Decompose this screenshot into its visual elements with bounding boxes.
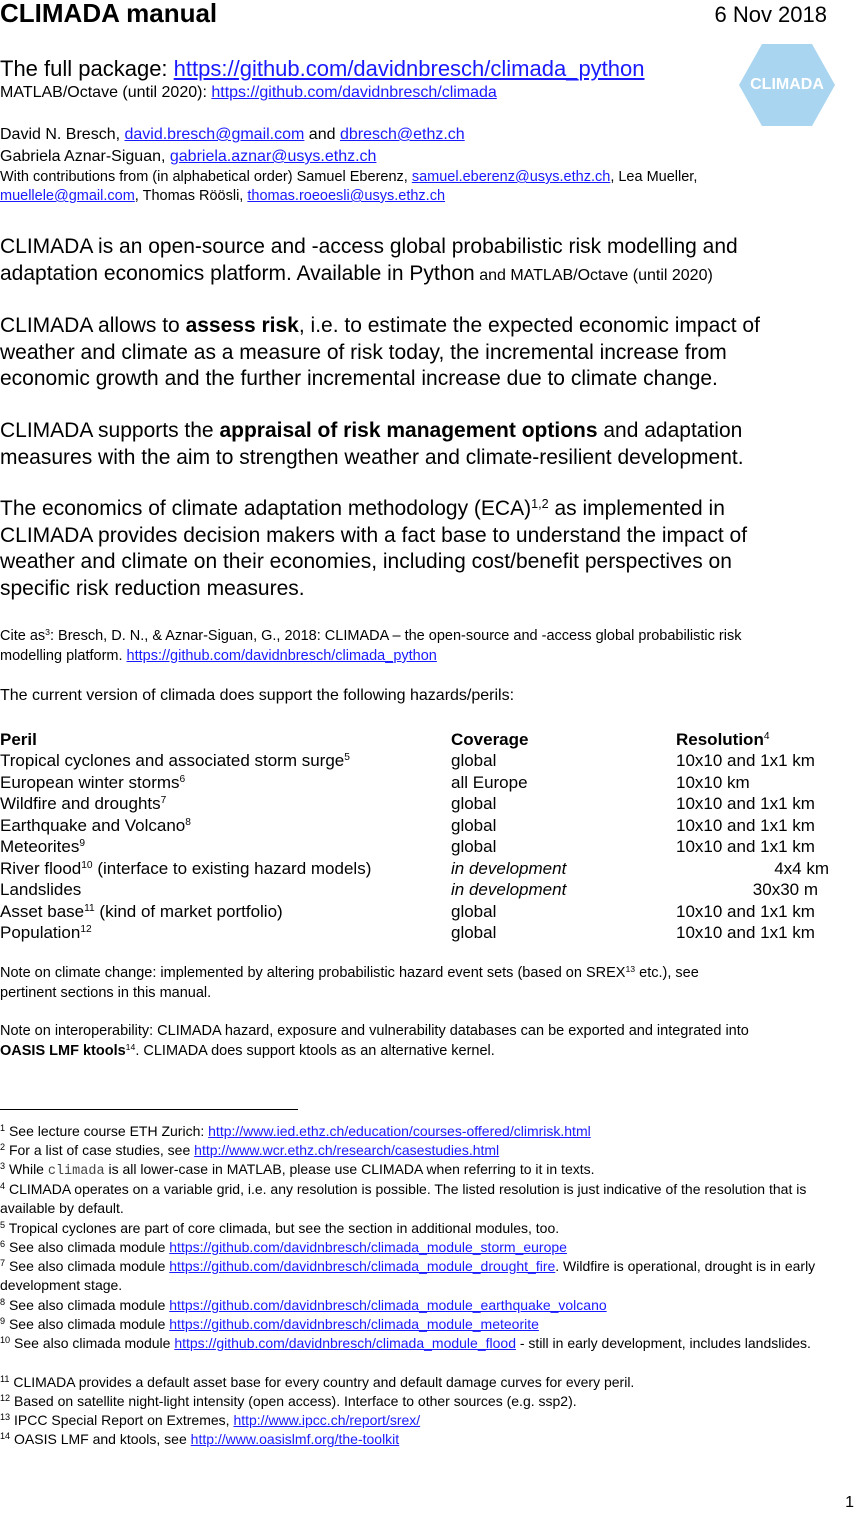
peril-name xyxy=(0,794,166,814)
peril-coverage: global xyxy=(451,815,497,835)
intro-paragraph-4 xyxy=(0,496,747,602)
cite-prefix: Cite as xyxy=(0,628,46,644)
author-2-name: Gabriela Aznar-Siguan, xyxy=(0,148,170,165)
peril-name xyxy=(0,816,191,836)
column-header-peril: Peril xyxy=(0,730,37,749)
peril-footnote-ref[interactable]: 10 xyxy=(81,859,93,871)
footnote-6-text: See also climada module xyxy=(5,1239,170,1255)
footnote-9-text: See also climada module xyxy=(5,1316,170,1332)
peril-coverage: all Europe xyxy=(451,772,528,792)
peril-footnote-ref[interactable]: 9 xyxy=(79,838,86,850)
full-package-label: The full package: xyxy=(0,56,174,81)
intro-p4-line-1a: The economics of climate adaptation methodology (ECA) xyxy=(0,497,532,520)
footnote-7-text: See also climada module xyxy=(5,1258,170,1274)
document-date: 6 Nov 2018 xyxy=(714,2,827,27)
column-header-coverage: Coverage xyxy=(451,730,529,749)
peril-footnote-ref[interactable]: 8 xyxy=(185,816,191,828)
matlab-package-line xyxy=(0,84,497,102)
peril-footnote-ref[interactable]: 12 xyxy=(80,924,92,936)
peril-resolution: 10x10 and 1x1 km xyxy=(676,923,815,942)
peril-row xyxy=(0,923,862,945)
footnote-ref-3[interactable]: 3 xyxy=(45,627,50,638)
peril-name xyxy=(0,837,85,857)
footnote-14-link[interactable]: http://www.oasislmf.org/the-toolkit xyxy=(190,1431,400,1447)
footnote-10-text: See also climada module xyxy=(10,1335,175,1351)
footnote-2 xyxy=(0,1141,840,1160)
footnote-5 xyxy=(0,1219,840,1238)
peril-coverage: global xyxy=(451,751,497,770)
note-cc-text-1a: Note on climate change: implemented by altering probabilistic hazard event sets (based on SREX xyxy=(0,965,626,981)
footnote-8-num: 8 xyxy=(0,1297,6,1307)
cite-text-1: : Bresch, D. N., & Aznar-Siguan, G., 2018: CLIMADA – the open-source and -access global probabilistic risk xyxy=(49,628,742,644)
footnote-8-link[interactable]: https://github.com/davidnbresch/climada_module_earthquake_volcano xyxy=(169,1297,607,1313)
footnote-6 xyxy=(0,1238,840,1257)
logo-text: CLIMADA xyxy=(750,76,824,93)
footnote-2-num: 2 xyxy=(0,1142,6,1152)
footnote-1-text: See lecture course ETH Zurich: xyxy=(5,1123,209,1139)
intro-p2-line-1b: , i.e. to estimate the expected economic impact of xyxy=(298,314,760,337)
footnote-7 xyxy=(0,1257,840,1295)
peril-name-text: Wildfire and droughts xyxy=(0,794,161,813)
peril-coverage: global xyxy=(451,794,497,813)
intro-p1-line-1: CLIMADA is an open-source and -access global probabilistic risk modelling and xyxy=(0,235,738,258)
intro-p4-line-2: CLIMADA provides decision makers with a fact base to understand the impact of xyxy=(0,523,748,547)
citation-line-1 xyxy=(0,626,741,646)
author-2-email[interactable]: gabriela.aznar@usys.ethz.ch xyxy=(169,148,377,165)
peril-coverage: global xyxy=(451,923,497,942)
contributors-mid-1: , Lea Mueller, xyxy=(610,169,698,185)
intro-paragraph-1 xyxy=(0,234,738,289)
footnote-11-num: 11 xyxy=(0,1374,10,1384)
contributors-prefix: With contributions from (in alphabetical order) Samuel Eberenz, xyxy=(0,169,412,185)
footnote-12-num: 12 xyxy=(0,1393,11,1403)
footnote-14-text: OASIS LMF and ktools, see xyxy=(10,1431,191,1447)
peril-name xyxy=(0,923,92,943)
intro-p3-line-1a: CLIMADA supports the xyxy=(0,419,220,442)
author-2 xyxy=(0,148,376,166)
full-package-line xyxy=(0,56,645,82)
footnote-separator xyxy=(0,1109,298,1110)
footnote-7-after: . Wildfire is operational, drought is in early development stage. xyxy=(0,1258,816,1293)
peril-row xyxy=(0,880,862,902)
peril-resolution: 10x10 and 1x1 km xyxy=(676,815,815,835)
intro-p2-line-1 xyxy=(0,313,760,340)
intro-p2-line-3: economic growth and the further incremental increase due to climate change. xyxy=(0,367,718,390)
footnote-14-num: 14 xyxy=(0,1431,11,1441)
footnote-ref-14[interactable]: 14 xyxy=(125,1042,136,1053)
peril-name-extra: (kind of market portfolio) xyxy=(94,901,283,921)
peril-footnote-ref[interactable]: 7 xyxy=(160,795,167,807)
footnote-6-link[interactable]: https://github.com/davidnbresch/climada_module_storm_europe xyxy=(169,1239,567,1255)
footnote-2-text: For a list of case studies, see xyxy=(5,1142,195,1158)
peril-name xyxy=(0,902,283,922)
citation-line-2 xyxy=(0,646,741,666)
note-io-line-2 xyxy=(0,1041,749,1061)
contributor-email-2[interactable]: muellele@gmail.com xyxy=(0,188,135,204)
author-1-email-2[interactable]: dbresch@ethz.ch xyxy=(339,126,465,143)
footnote-6-num: 6 xyxy=(0,1239,6,1249)
footnote-11 xyxy=(0,1373,840,1392)
footnote-12-text: Based on satellite night-light intensity (open access). Interface to other sources (e.g. ssp2). xyxy=(10,1393,577,1409)
footnote-1 xyxy=(0,1122,840,1141)
peril-name-text: European winter storms xyxy=(0,772,180,792)
peril-name-text: Asset base xyxy=(0,901,85,921)
column-header-resolution xyxy=(676,730,770,750)
footnote-4 xyxy=(0,1180,840,1218)
perils-table-header xyxy=(0,730,862,752)
peril-name xyxy=(0,859,371,879)
contributors-mid-2: , Thomas Röösli, xyxy=(134,188,248,204)
footnote-10-num: 10 xyxy=(0,1335,11,1345)
note-io-text-2: . CLIMADA does support ktools as an alternative kernel. xyxy=(135,1043,495,1059)
perils-intro: The current version of climada does support the following hazards/perils: xyxy=(0,687,515,704)
peril-name xyxy=(0,773,185,793)
note-interoperability xyxy=(0,1021,749,1061)
contributor-email-3[interactable]: thomas.roeoesli@usys.ethz.ch xyxy=(247,188,446,204)
footnote-2-link[interactable]: http://www.wcr.ethz.ch/research/casestudies.html xyxy=(194,1142,500,1158)
assess-risk-emphasis: assess risk xyxy=(185,314,299,337)
footnote-3-num: 3 xyxy=(0,1161,6,1171)
footnote-1-num: 1 xyxy=(0,1123,6,1133)
intro-p2-line-2: weather and climate as a measure of risk today, the incremental increase from xyxy=(0,340,727,364)
peril-row xyxy=(0,902,862,924)
footnote-13 xyxy=(0,1411,840,1430)
footnote-9-num: 9 xyxy=(0,1316,6,1326)
author-1 xyxy=(0,126,465,144)
author-1-and: and xyxy=(304,126,340,143)
citation xyxy=(0,626,741,666)
peril-row xyxy=(0,751,862,773)
footnote-7-num: 7 xyxy=(0,1258,6,1268)
peril-footnote-ref[interactable]: 11 xyxy=(84,902,95,914)
contributors-line-1 xyxy=(0,169,697,185)
peril-resolution: 10x10 and 1x1 km xyxy=(676,901,815,921)
footnote-9-link[interactable]: https://github.com/davidnbresch/climada_module_meteorite xyxy=(169,1316,539,1332)
peril-footnote-ref[interactable]: 6 xyxy=(179,773,186,785)
peril-footnote-ref[interactable]: 5 xyxy=(344,752,350,764)
page-number: 1 xyxy=(845,1494,854,1511)
footnote-3-text-a: While xyxy=(5,1161,48,1177)
peril-resolution: 30x30 m xyxy=(752,880,818,899)
footnote-9 xyxy=(0,1315,840,1334)
footnote-10-after: - still in early development, includes landslides. xyxy=(515,1335,811,1351)
intro-p1-line-2b: and MATLAB/Octave (until 2020) xyxy=(474,266,713,284)
intro-p4-line-3: weather and climate on their economies, including cost/benefit perspectives on xyxy=(0,550,732,573)
footnote-10-link[interactable]: https://github.com/davidnbresch/climada_module_flood xyxy=(174,1335,516,1351)
note-cc-text-1b: etc.), see xyxy=(635,965,699,981)
footnote-8 xyxy=(0,1296,840,1315)
matlab-package-label: MATLAB/Octave (until 2020): xyxy=(0,84,212,101)
footnote-8-text: See also climada module xyxy=(5,1297,170,1313)
peril-name-text: River flood xyxy=(0,858,82,878)
full-package-link[interactable]: https://github.com/davidnbresch/climada_python xyxy=(173,56,645,81)
author-1-email-1[interactable]: david.bresch@gmail.com xyxy=(124,126,305,143)
peril-resolution: 10x10 and 1x1 km xyxy=(676,751,815,770)
resolution-label: Resolution xyxy=(676,730,764,749)
page-title: CLIMADA manual xyxy=(0,0,218,28)
footnote-4-num: 4 xyxy=(0,1181,6,1191)
intro-p2-line-1a: CLIMADA allows to xyxy=(0,314,186,337)
peril-row xyxy=(0,773,862,795)
peril-row xyxy=(0,794,862,816)
note-cc-line-1 xyxy=(0,963,699,983)
citation-link[interactable]: https://github.com/davidnbresch/climada_python xyxy=(126,648,437,664)
footnote-5-num: 5 xyxy=(0,1220,6,1230)
footnote-3 xyxy=(0,1160,840,1181)
peril-name-text: Earthquake and Volcano xyxy=(0,815,186,835)
climada-code-term: climada xyxy=(47,1164,105,1179)
contributors-line-2 xyxy=(0,188,445,204)
oasis-emphasis: OASIS LMF ktools xyxy=(0,1043,126,1059)
intro-p1-line-2a: adaptation economics platform. Available in Python xyxy=(0,261,475,285)
intro-p3-line-1b: and adaptation xyxy=(597,419,743,442)
footnote-ref-1-2[interactable]: 1,2 xyxy=(531,497,549,512)
contributor-email-1[interactable]: samuel.eberenz@usys.ethz.ch xyxy=(411,169,611,185)
note-climate-change xyxy=(0,963,699,1003)
footnote-5-text: Tropical cyclones are part of core climada, but see the section in additional modules, too. xyxy=(5,1220,560,1236)
footnote-13-num: 13 xyxy=(0,1412,11,1422)
note-io-line-1: Note on interoperability: CLIMADA hazard, exposure and vulnerability databases can be exported and integrated into xyxy=(0,1023,749,1039)
peril-row xyxy=(0,859,862,881)
footnote-7-link[interactable]: https://github.com/davidnbresch/climada_module_drought_fire xyxy=(169,1258,556,1274)
footnote-13-link[interactable]: http://www.ipcc.ch/report/srex/ xyxy=(233,1412,421,1428)
footnote-11-text: CLIMADA provides a default asset base for every country and default damage curves for every peril. xyxy=(9,1374,635,1390)
peril-resolution: 4x4 km xyxy=(774,858,829,878)
intro-p4-line-4: specific risk reduction measures. xyxy=(0,576,305,600)
footnote-4-text: CLIMADA operates on a variable grid, i.e. any resolution is possible. The listed resolution is just indicative of the resolution that is available by default. xyxy=(0,1181,807,1216)
footnote-12 xyxy=(0,1392,840,1411)
intro-p4-line-1 xyxy=(0,496,747,523)
peril-name-extra: (interface to existing hazard models) xyxy=(92,858,372,878)
peril-coverage: in development xyxy=(451,880,567,899)
peril-name-text: Population xyxy=(0,923,81,942)
footnote-14 xyxy=(0,1430,840,1449)
note-cc-line-2: pertinent sections in this manual. xyxy=(0,985,212,1001)
intro-p4-line-1b: as implemented in xyxy=(548,497,725,520)
peril-resolution: 10x10 km xyxy=(676,772,750,792)
footnote-ref-4[interactable]: 4 xyxy=(763,731,770,743)
peril-name-text: Tropical cyclones and associated storm surge xyxy=(0,751,345,770)
author-1-name: David N. Bresch, xyxy=(0,126,125,143)
peril-row xyxy=(0,837,862,859)
matlab-package-link[interactable]: https://github.com/davidnbresch/climada xyxy=(211,84,497,101)
footnote-13-text: IPCC Special Report on Extremes, xyxy=(10,1412,234,1428)
footnote-1-link[interactable]: http://www.ied.ethz.ch/education/courses-offered/climrisk.html xyxy=(208,1123,591,1139)
peril-name xyxy=(0,751,350,771)
intro-paragraph-3 xyxy=(0,418,744,471)
peril-resolution: 10x10 and 1x1 km xyxy=(676,794,815,813)
cite-text-2: modelling platform. xyxy=(0,648,127,664)
peril-name-text: Landslides xyxy=(0,880,82,899)
footnote-ref-13[interactable]: 13 xyxy=(625,964,636,975)
peril-name xyxy=(0,880,81,900)
peril-coverage: global xyxy=(451,837,497,856)
appraisal-emphasis: appraisal of risk management options xyxy=(219,419,598,442)
intro-p1-line-2 xyxy=(0,261,738,290)
peril-row xyxy=(0,816,862,838)
intro-p3-line-2: measures with the aim to strengthen weather and climate-resilient development. xyxy=(0,445,744,469)
peril-coverage: global xyxy=(451,901,497,921)
footnote-3-text-b: is all lower-case in MATLAB, please use CLIMADA when referring to it in texts. xyxy=(104,1161,595,1177)
peril-resolution: 10x10 and 1x1 km xyxy=(676,837,815,856)
peril-coverage: in development xyxy=(451,858,567,878)
peril-name-text: Meteorites xyxy=(0,837,80,856)
footnote-10 xyxy=(0,1334,840,1353)
intro-p3-line-1 xyxy=(0,418,744,445)
intro-paragraph-2 xyxy=(0,313,760,393)
